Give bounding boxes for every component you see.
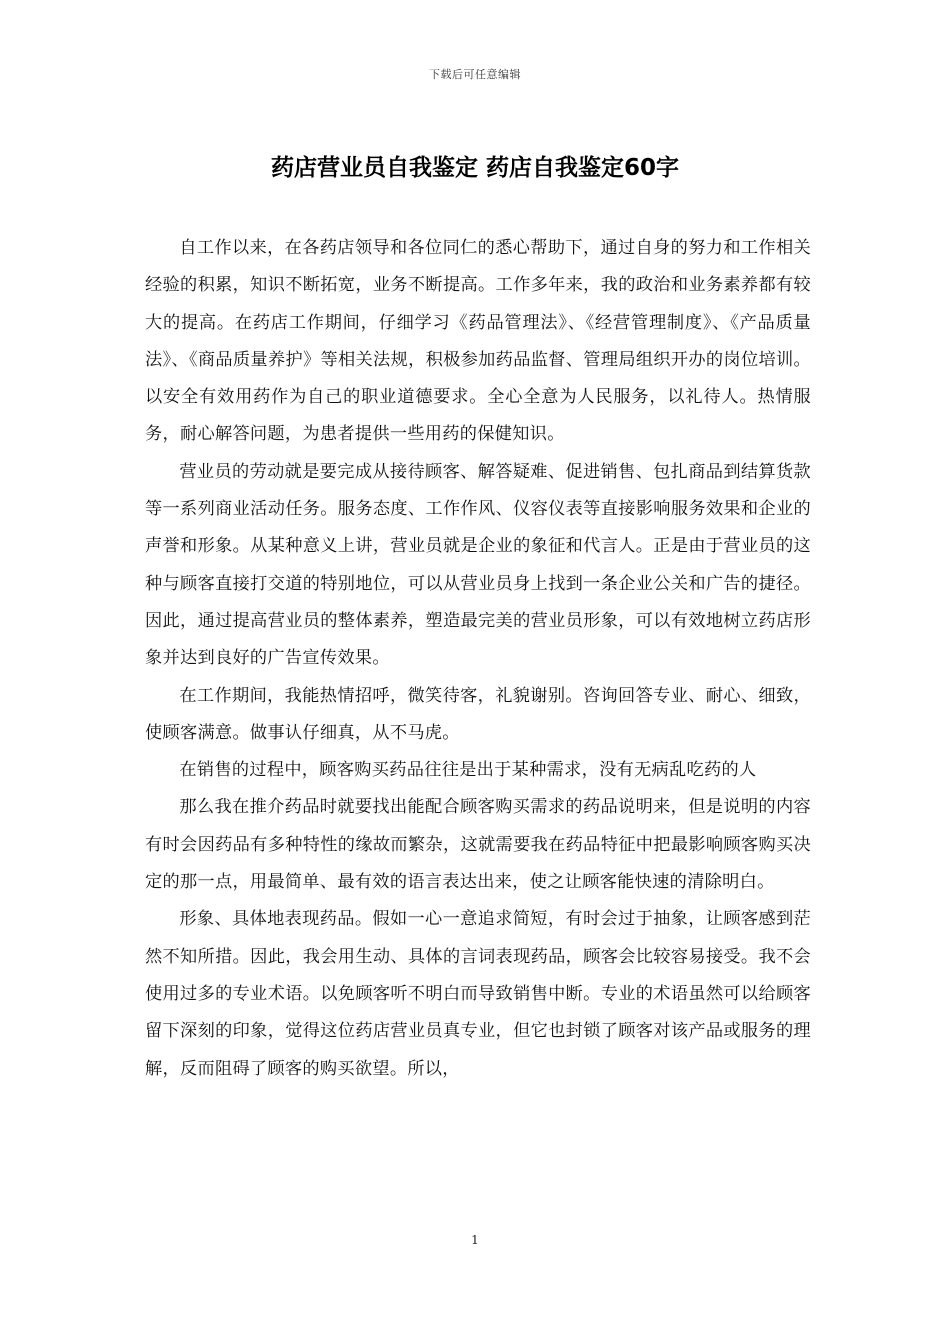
paragraph: 形象、具体地表现药品。假如一心一意追求简短，有时会过于抽象，让顾客感到茫然不知所措。因此，我会用生动、具体的言词表现药品，顾客会比较容易接受。我不会使用过多的专业术语。以免顾客听不明白而导致销售中断。专业的术语虽然可以给顾客留下深刻的印象，觉得这位药店营业员真专业，但它也封锁了顾客对该产品或服务的理解，反而阻碍了顾客的购买欲望。所以， xyxy=(145,909,811,1079)
page-number: 1 xyxy=(471,1233,479,1247)
paragraph: 在工作期间，我能热情招呼，微笑待客，礼貌谢别。咨询回答专业、耐心、细致，使顾客满意。做事认仔细真，从不马虎。 xyxy=(145,685,811,743)
document-body xyxy=(145,230,811,1088)
paragraph: 自工作以来，在各药店领导和各位同仁的悉心帮助下，通过自身的努力和工作相关经验的积累，知识不断拓宽，业务不断提高。工作多年来，我的政治和业务素养都有较大的提高。在药店工作期间，仔细学习《药品管理法》、《经营管理制度》、《产品质量法》、《商品质量养护》等相关法规，积极参加药品监督、管理局组织开办的岗位培训。以安全有效用药作为自己的职业道德要求。全心全意为人民服务，以礼待人。热情服务，耐心解答问题，为患者提供一些用药的保健知识。 xyxy=(145,238,811,445)
paragraph: 那么我在推介药品时就要找出能配合顾客购买需求的药品说明来，但是说明的内容有时会因药品有多种特性的缘故而繁杂，这就需要我在药品特征中把最影响顾客购买决定的那一点，用最简单、最有效的语言表达出来，使之让顾客能快速的清除明白。 xyxy=(145,797,811,893)
document-title: 药店营业员自我鉴定 药店自我鉴定60字 xyxy=(270,155,679,181)
header-note: 下载后可任意编辑 xyxy=(429,68,521,81)
paragraph: 在销售的过程中，顾客购买药品往往是出于某种需求，没有无病乱吃药的人 xyxy=(179,760,757,781)
paragraph: 营业员的劳动就是要完成从接待顾客、解答疑难、促进销售、包扎商品到结算货款等一系列商业活动任务。服务态度、工作作风、仪容仪表等直接影响服务效果和企业的声誉和形象。从某种意义上讲，营业员就是企业的象征和代言人。正是由于营业员的这种与顾客直接打交道的特别地位，可以从营业员身上找到一条企业公关和广告的捷径。因此，通过提高营业员的整体素养，塑造最完美的营业员形象，可以有效地树立药店形象并达到良好的广告宣传效果。 xyxy=(145,461,811,669)
